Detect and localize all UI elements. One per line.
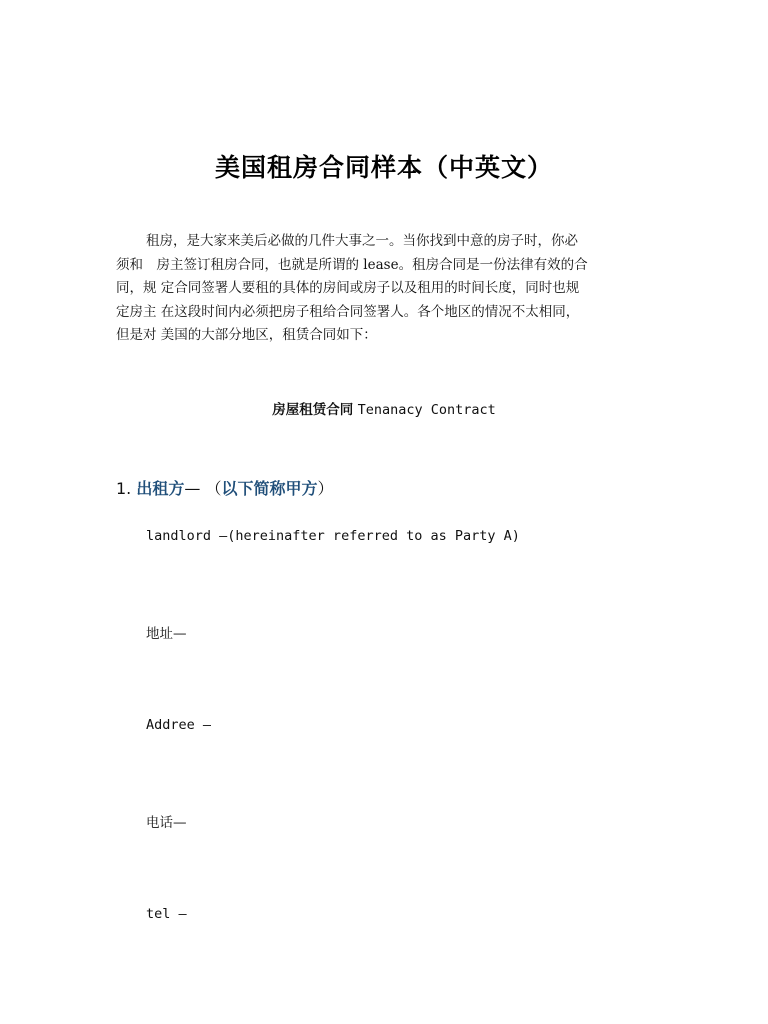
intro-line: 须和 房主签订租房合同，也就是所谓的 lease。租房合同是一份法律有效的合 bbox=[116, 256, 588, 273]
section-dash: — （ bbox=[184, 479, 222, 498]
field-address-en: Addree — bbox=[146, 717, 212, 733]
intro-line: 但是对 美国的大部分地区，租赁合同如下： bbox=[116, 327, 377, 343]
contract-heading-en: Tenanacy Contract bbox=[357, 402, 496, 418]
intro-line: 租房，是大家来美后必做的几件大事之一。当你找到中意的房子时，你必 bbox=[146, 233, 578, 249]
field-phone-zh: 电话— bbox=[146, 815, 187, 831]
section-1-heading bbox=[116, 476, 334, 499]
contract-heading-zh: 房屋租赁合同 bbox=[272, 402, 354, 418]
section-number: 1. bbox=[116, 479, 132, 498]
field-landlord: landlord —(hereinafter referred to as Party A) bbox=[146, 528, 520, 544]
section-label: 出租方 bbox=[136, 479, 185, 498]
intro-line: 定房主 在这段时间内必须把房子租给合同签署人。各个地区的情况不太相同， bbox=[116, 303, 580, 320]
document-title: 美国租房合同样本（中英文） bbox=[214, 153, 553, 182]
field-tel-en: tel — bbox=[146, 906, 187, 922]
contract-heading bbox=[0, 398, 768, 418]
field-address-zh: 地址— bbox=[146, 626, 187, 642]
intro-line: 同，规 定合同签署人要租的具体的房间或房子以及租用的时间长度，同时也规 bbox=[116, 280, 580, 296]
section-paren-close: ） bbox=[317, 479, 334, 498]
intro-paragraph bbox=[116, 230, 662, 348]
section-paren-label: 以下简称甲方 bbox=[221, 479, 318, 498]
